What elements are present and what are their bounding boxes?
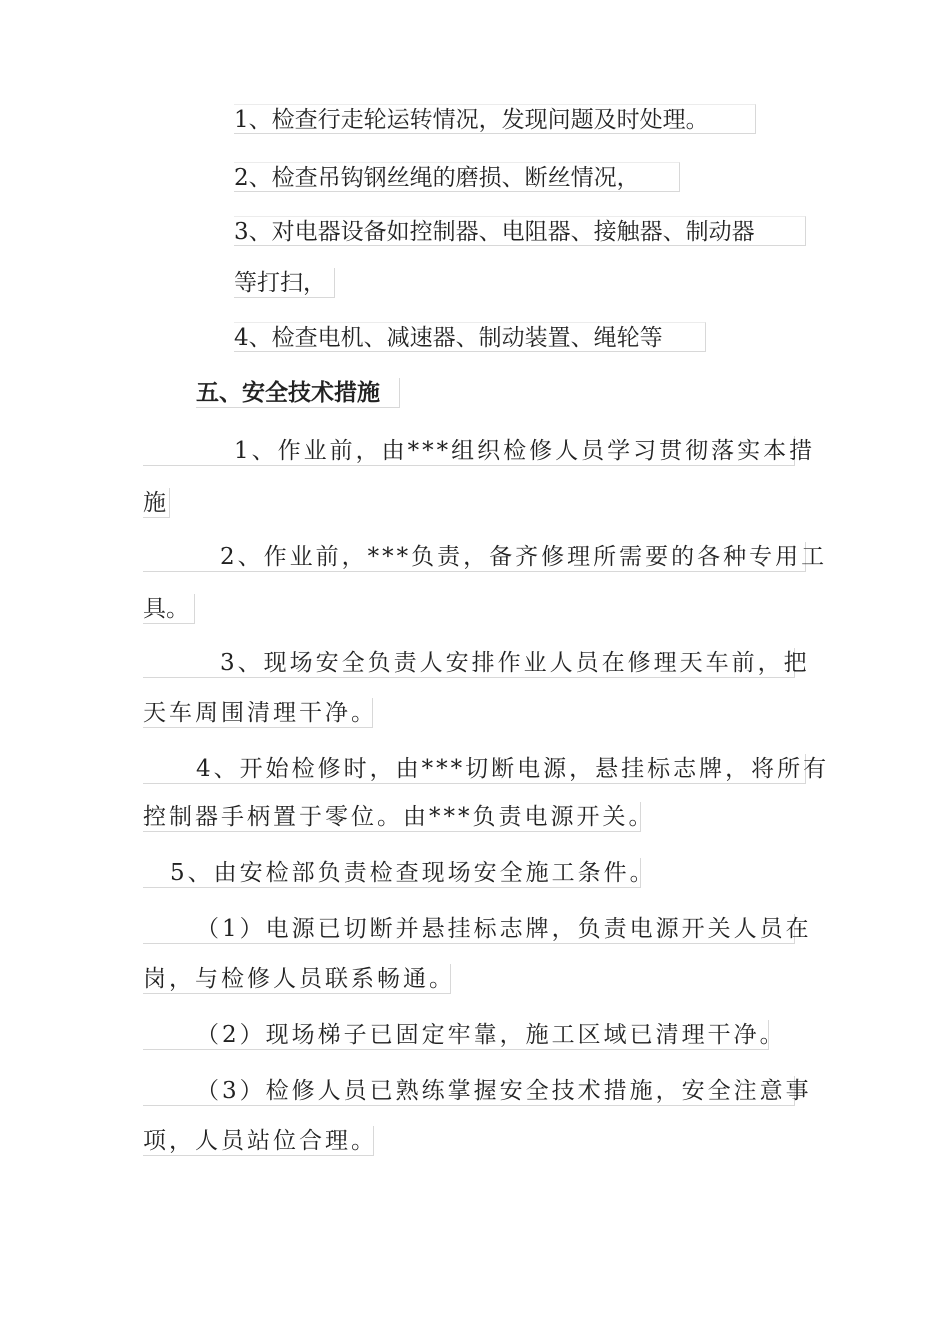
safety-line-3: 3、现场安全负责人安排作业人员在修理天车前，把: [143, 648, 795, 678]
section-heading: 五、安全技术措施: [196, 378, 400, 408]
safety-line-4-continued: 控制器手柄置于零位。由***负责电源开关。: [143, 804, 655, 830]
safety-line-4: 4、开始检修时，由***切断电源，悬挂标志牌，将所有: [143, 754, 806, 784]
safety-line-1-continued: 施: [143, 488, 170, 518]
safety-line-1: 1、作业前，由***组织检修人员学习贯彻落实本措: [143, 436, 795, 466]
check-item-3: 3、对电器设备如控制器、电阻器、接触器、制动器: [234, 216, 806, 246]
safety-line-5-1-continued: 岗，与检修人员联系畅通。: [143, 966, 455, 992]
check-item-2: 2、检查吊钩钢丝绳的磨损、断丝情况，: [234, 162, 680, 192]
safety-line-5-2: （2）现场梯子已固定牢靠，施工区域已清理干净。: [143, 1020, 769, 1050]
check-item-1: 1、检查行走轮运转情况，发现问题及时处理。: [234, 104, 756, 134]
safety-line-5-3: （3）检修人员已熟练掌握安全技术措施，安全注意事: [143, 1076, 795, 1106]
safety-line-5: 5、由安检部负责检查现场安全施工条件。: [143, 858, 641, 888]
safety-line-2-continued: 具。: [143, 594, 195, 624]
safety-line-5-1: （1）电源已切断并悬挂标志牌，负责电源开关人员在: [143, 914, 795, 944]
check-item-4: 4、检查电机、减速器、制动装置、绳轮等: [234, 322, 706, 352]
safety-line-5-3-continued: 项，人员站位合理。: [143, 1128, 377, 1154]
safety-line-2: 2、作业前，***负责，备齐修理所需要的各种专用工: [143, 542, 806, 572]
safety-line-3-continued: 天车周围清理干净。: [143, 700, 377, 726]
check-item-3-continued: 等打扫，: [234, 268, 335, 298]
